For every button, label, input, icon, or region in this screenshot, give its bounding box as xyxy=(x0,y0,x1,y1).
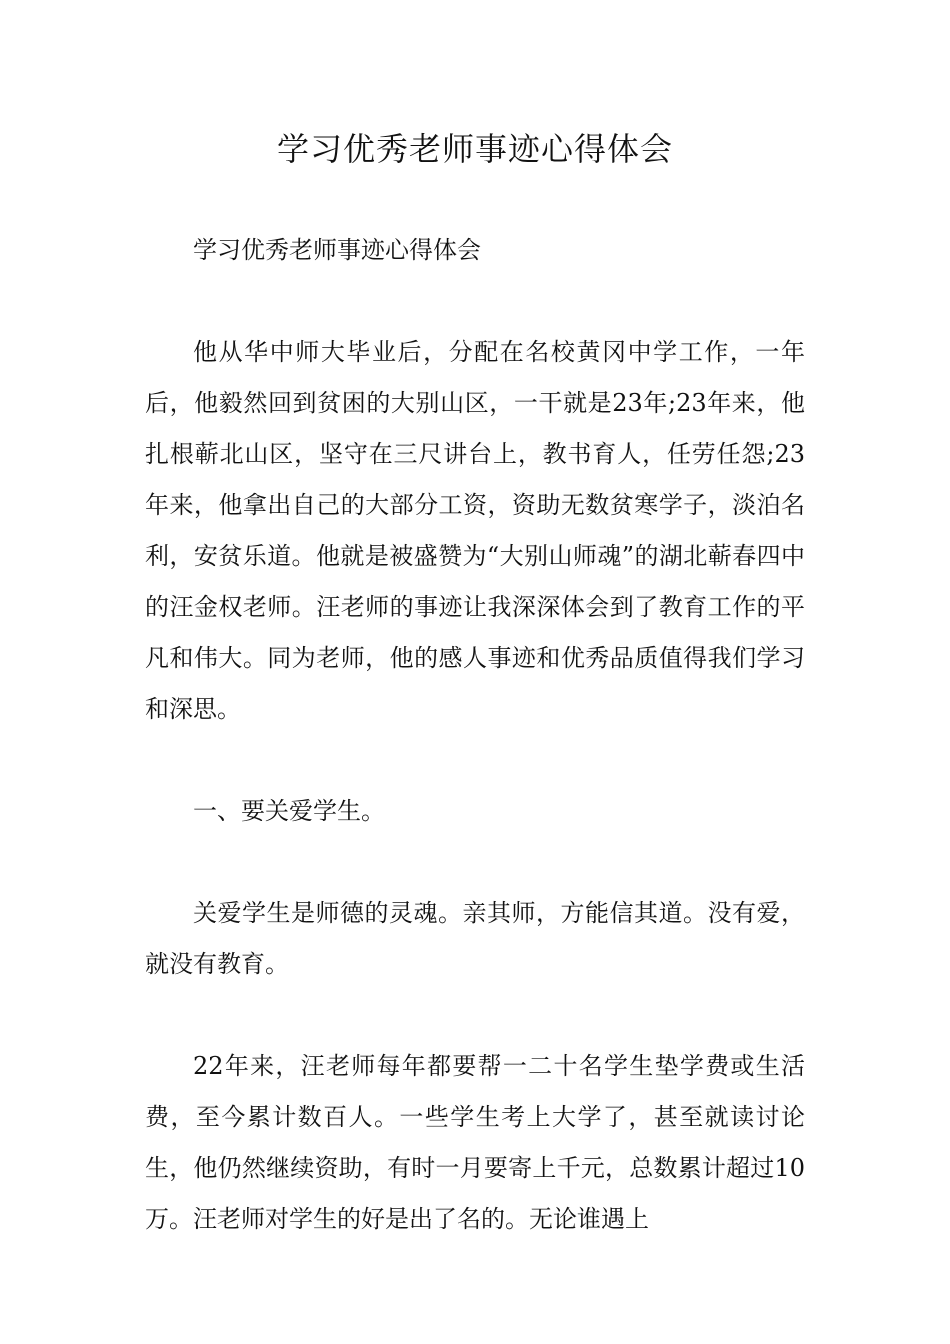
document-body xyxy=(145,225,805,1245)
paragraph-care: 关爱学生是师德的灵魂。亲其师，方能信其道。没有爱，就没有教育。 xyxy=(145,899,805,978)
paragraph-spacer xyxy=(145,276,805,327)
paragraph-intro: 他从华中师大毕业后，分配在名校黄冈中学工作，一年后，他毅然回到贫困的大别山区，一干就是23年;23年来，他扎根蕲北山区，坚守在三尺讲台上，教书育人，任劳任怨;23年来，他拿出自己的大部分工资，资助无数贫寒学子，淡泊名利，安贫乐道。他就是被盛赞为“大别山师魂”的湖北蕲春四中的汪金权老师。汪老师的事迹让我深深体会到了教育工作的平凡和伟大。同为老师，他的感人事迹和优秀品质值得我们学习和深思。 xyxy=(145,338,805,723)
paragraph-subtitle: 学习优秀老师事迹心得体会 xyxy=(193,236,481,264)
document-title: 学习优秀老师事迹心得体会 xyxy=(276,130,673,168)
section-heading: 一、要关爱学生。 xyxy=(193,797,385,825)
paragraph-spacer xyxy=(145,990,805,1041)
paragraph-spacer xyxy=(145,837,805,888)
paragraph-spacer xyxy=(145,735,805,786)
paragraph-support: 22年来，汪老师每年都要帮一二十名学生垫学费或生活费，至今累计数百人。一些学生考上大学了，甚至就读讨论生，他仍然继续资助，有时一月要寄上千元，总数累计超过10万。汪老师对学生的好是出了名的。无论谁遇上 xyxy=(145,1052,805,1233)
